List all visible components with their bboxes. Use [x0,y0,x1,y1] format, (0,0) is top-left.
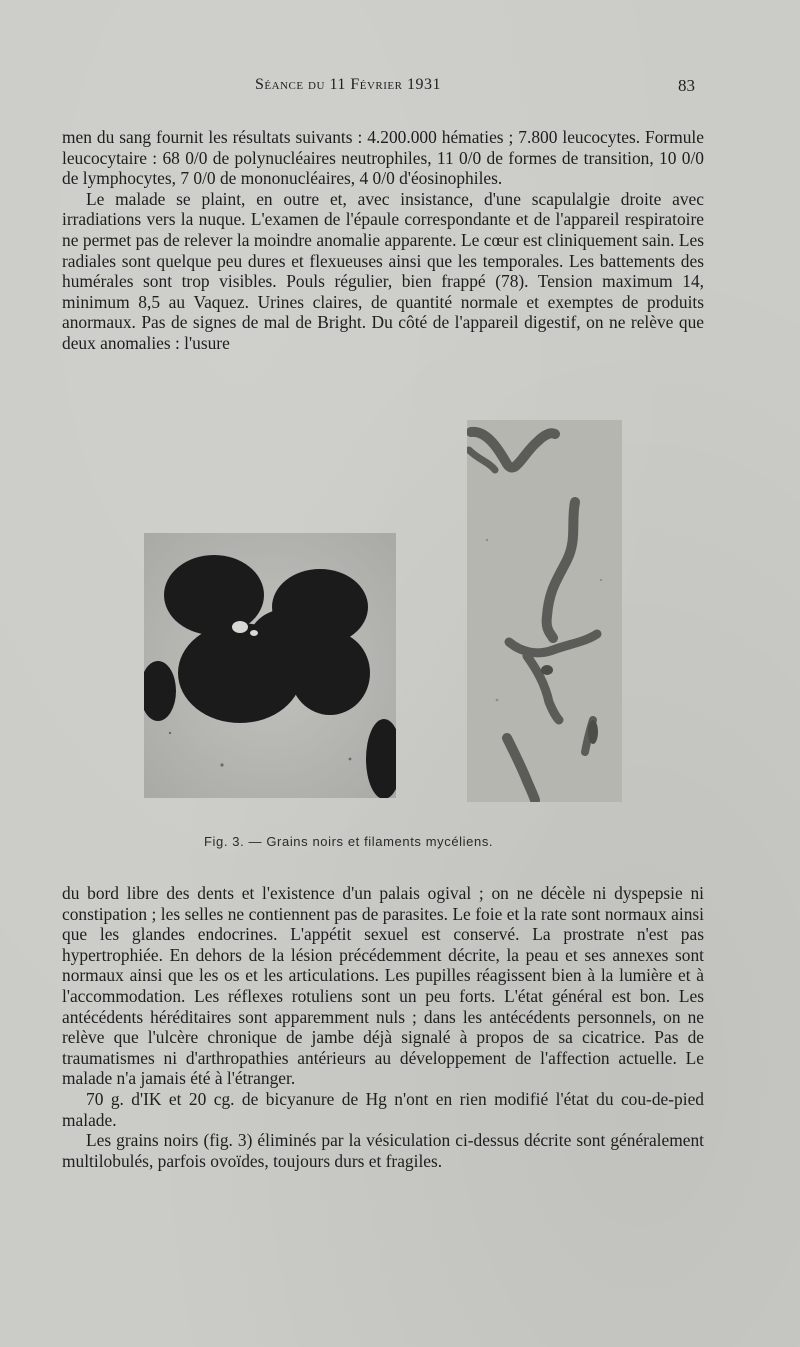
paragraph: du bord libre des dents et l'existence d'un palais ogival ; on ne décèle ni dyspepsie ni constipation ; les selles ne contiennent pas de parasites. Le foie et la rate sont normaux ainsi que les glandes endocrines. L'appétit sexuel est conservé. La prostrate n'est pas hypertrophiée. En dehors de la lésion précédemment décrite, la peau et ses annexes sont normaux ainsi que les os et les articulations. Les pupilles réagissent bien à la lumière et à l'accommodation. Les réflexes rotuliens sont un peu forts. L'état général est bon. Les antécédents héréditaires sont apparemment nuls ; dans les antécédents personnels, on ne relève que l'ulcère chronique de jambe déjà signalé à propos de sa cicatrice. Pas de traumatismes ni d'arthropathies antérieurs au développement de l'affection actuelle. Le malade n'a jamais été à l'étranger. [62,883,704,1089]
black-grains-image [144,533,396,798]
running-head: Séance du 11 Février 1931 [255,76,441,93]
mycelial-filaments-image [467,420,622,802]
figure-black-grains-photo [144,533,396,798]
paragraph: Les grains noirs (fig. 3) éliminés par la vésiculation ci-dessus décrite sont généralement multilobulés, parfois ovoïdes, toujours durs et fragiles. [62,1130,704,1171]
paragraph: Le malade se plaint, en outre et, avec insistance, d'une scapulalgie droite avec irradiations vers la nuque. L'examen de l'épaule correspondante et de l'appareil respiratoire ne permet pas de relever la moindre anomalie apparente. Le cœur est cliniquement sain. Les radiales sont quelque peu dures et flexueuses ainsi que les temporales. Les battements des humérales sont trop visibles. Pouls régulier, bien frappé (78). Tension maximum 14, minimum 8,5 au Vaquez. Urines claires, de quantité normale et exemptes de produits anormaux. Pas de signes de mal de Bright. Du côté de l'appareil digestif, on ne relève que deux anomalies : l'usure [62,188,704,353]
paragraph: 70 g. d'IK et 20 cg. de bicyanure de Hg n'ont en rien modifié l'état du cou-de-pied malade. [62,1088,704,1130]
figure-mycelial-filaments-photo [467,420,622,802]
paragraph: men du sang fournit les résultats suivants : 4.200.000 hématies ; 7.800 leucocytes. Formule leucocytaire : 68 0/0 de polynucléaires neutrophiles, 11 0/0 de formes de transition, 10 0/0 de lymphocytes, 7 0/0 de mononucléaires, 4 0/0 d'éosinophiles. [62,127,704,189]
text-block-top [62,127,704,354]
figure-caption: Fig. 3. — Grains noirs et filaments mycéliens. [204,834,494,849]
page-number: 83 [678,76,695,95]
text-block-bottom [62,883,704,1171]
